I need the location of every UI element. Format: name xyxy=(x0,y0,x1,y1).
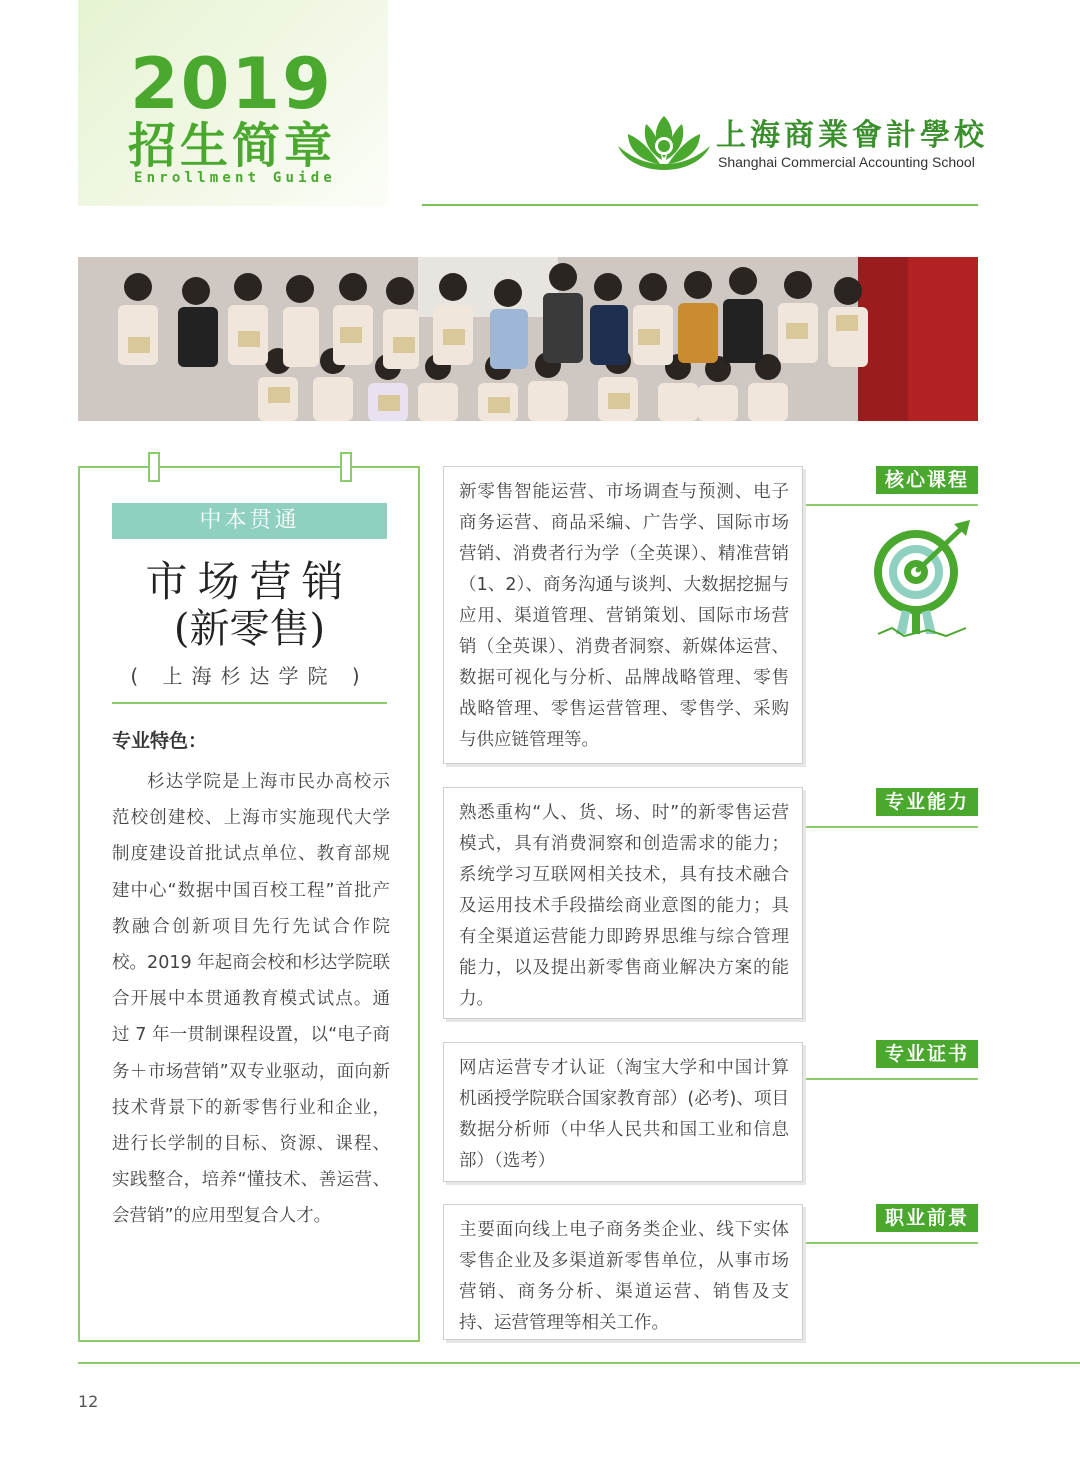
header-year: 2019 xyxy=(130,43,333,125)
panel-tab-right xyxy=(340,452,352,482)
section-box-certificates xyxy=(443,1042,803,1182)
group-photo xyxy=(78,257,978,421)
section-text: 主要面向线上电子商务类企业、线下实体零售企业及多渠道新零售单位，从事市场营销、商务分析、渠道运营、销售及支持、运营管理等相关工作。 xyxy=(459,1220,789,1333)
label-underline xyxy=(806,504,978,506)
section-label-abilities: 专业能力 xyxy=(876,788,978,816)
partner-school: ( 上海杉达学院 ) xyxy=(130,664,369,688)
major-subtitle: (新零售) xyxy=(173,606,326,652)
program-badge: 中本贯通 xyxy=(112,503,387,539)
panel-tab-left xyxy=(148,452,160,482)
section-box-career xyxy=(443,1204,803,1340)
school-name-cn: 上海商業會計學校 xyxy=(716,118,988,153)
feature-heading: 专业特色： xyxy=(112,730,208,752)
target-arrow-icon xyxy=(870,518,976,640)
major-title: 市场营销 xyxy=(145,557,354,606)
school-name-en: Shanghai Commercial Accounting School xyxy=(718,154,975,170)
section-text: 网店运营专才认证（淘宝大学和中国计算机函授学院联合国家教育部）(必考)、项目数据分析师（中华人民共和国工业和信息部）（选考） xyxy=(459,1058,789,1171)
section-text: 熟悉重构“人、货、场、时”的新零售运营模式，具有消费洞察和创造需求的能力；系统学习互联网相关技术，具有技术融合及运用技术手段描绘商业意图的能力；具有全渠道运营能力即跨界思维与综合管理能力，以及提出新零售商业解决方案的能力。 xyxy=(459,803,789,1009)
section-text: 新零售智能运营、市场调查与预测、电子商务运营、商品采编、广告学、国际市场营销、消费者行为学（全英课）、精准营销（1、2）、商务沟通与谈判、大数据挖掘与应用、渠道管理、营销策划、国际市场营销（全英课）、消费者洞察、新媒体运营、数据可视化与分析、品牌战略管理、零售战略管理、零售运营管理、零售学、采购与供应链管理等。 xyxy=(459,482,789,750)
header-subtitle-en: Enrollment Guide xyxy=(134,170,337,186)
page-number: 12 xyxy=(78,1392,99,1411)
section-label-career: 职业前景 xyxy=(876,1204,978,1232)
section-box-core-courses xyxy=(443,466,803,764)
header-title: 招生简章 xyxy=(128,118,337,174)
section-label-core-courses: 核心课程 xyxy=(876,466,978,494)
lotus-logo-icon xyxy=(616,112,712,172)
label-underline xyxy=(806,1242,978,1244)
panel-divider xyxy=(112,702,387,704)
section-box-abilities xyxy=(443,787,803,1019)
footer-divider xyxy=(78,1362,1080,1364)
header-divider xyxy=(422,204,978,206)
section-label-certificates: 专业证书 xyxy=(876,1040,978,1068)
label-underline xyxy=(806,826,978,828)
label-underline xyxy=(806,1078,978,1080)
feature-text: 杉达学院是上海市民办高校示范校创建校、上海市实施现代大学制度建设首批试点单位、教育部规建中心“数据中国百校工程”首批产教融合创新项目先行先试合作院校。2019 年起商会校和杉达学院联合开展中本贯通教育模式试点。通过 7 年一贯制课程设置，以“电子商务＋市场营销”双专业驱动，面向新技术背景下的新零售行业和企业，进行长学制的目标、资源、课程、实践整合，培养“懂技术、善运营、会营销”的应用型复合人才。 xyxy=(112,772,390,1227)
